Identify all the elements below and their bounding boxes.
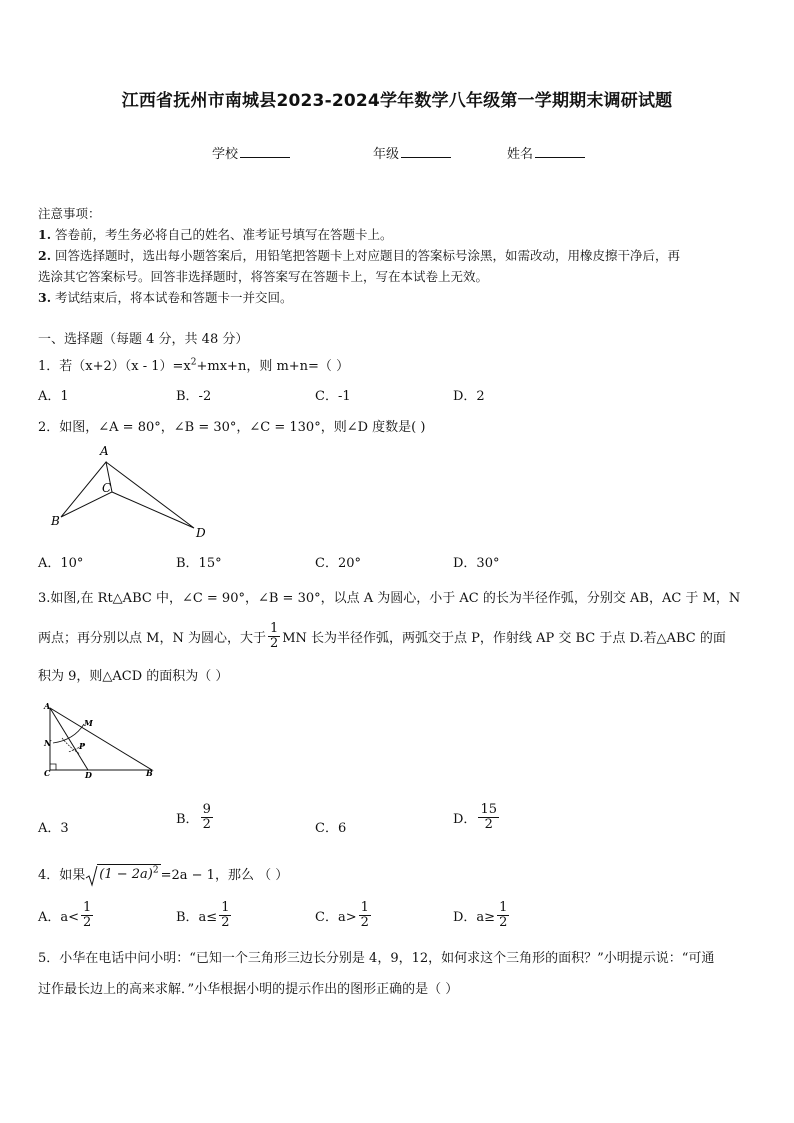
grade-field[interactable]	[373, 143, 451, 162]
name-field[interactable]	[507, 143, 585, 162]
note-item-3	[38, 288, 293, 306]
q4-option-d[interactable]	[453, 901, 511, 931]
sqrt-sign-icon	[85, 865, 98, 887]
q3-option-b[interactable]	[176, 803, 215, 833]
q2-option-c[interactable]: C．20°	[315, 556, 361, 571]
q4-option-c-text: C．a>	[315, 910, 357, 926]
grade-blank[interactable]	[401, 144, 451, 158]
q3-label-b: B	[146, 768, 153, 778]
q3-label-c: C	[44, 768, 51, 778]
note-number: 2.	[38, 248, 52, 263]
frac-num: 1	[221, 900, 230, 915]
q3-option-d[interactable]	[453, 803, 501, 833]
q4-option-b-fraction	[219, 901, 231, 931]
q3-frac-den: 2	[269, 636, 279, 652]
q4-option-b-text: B．a≤	[176, 910, 218, 926]
page-title: 江西省抚州市南城县2023-2024学年数学八年级第一学期期末调研试题	[121, 91, 673, 111]
frac-num: 1	[83, 900, 92, 915]
q2-label-d: D	[196, 526, 206, 540]
frac-num: 15	[480, 802, 497, 817]
q4-sqrt-body: (1 − 2a)	[99, 866, 153, 882]
q3-triangle	[50, 708, 152, 770]
q3-option-b-fraction	[201, 803, 213, 833]
q2-figure	[44, 440, 214, 542]
note-text: 答卷前，考生务必将自己的姓名、准考证号填写在答题卡上。	[55, 227, 393, 242]
question-3-line-2	[38, 622, 726, 652]
frac-den: 2	[484, 817, 493, 833]
q3-ray-ap	[50, 708, 88, 770]
q4-sqrt-exponent: 2	[152, 865, 159, 876]
q2-label-b: B	[51, 514, 60, 528]
frac-den: 2	[499, 915, 508, 931]
question-4-stem	[38, 864, 288, 883]
name-label: 姓名	[507, 147, 534, 162]
question-5-line-2: 过作最长边上的高来求解．”小华根据小明的提示作出的图形正确的是（ ）	[38, 982, 459, 997]
notes-heading: 注意事项：	[38, 206, 101, 221]
q3-frac-num: 1	[269, 621, 279, 636]
q1-stem-part: 1．若（x+2）（x - 1）=x	[38, 359, 191, 374]
q4-option-d-text: D．a≥	[453, 910, 496, 926]
q1-exponent: 2	[190, 357, 197, 368]
frac-den: 2	[202, 817, 211, 833]
q3-option-d-prefix: D．	[453, 812, 477, 828]
frac-den: 2	[83, 915, 92, 931]
q2-option-d[interactable]: D．30°	[453, 556, 500, 571]
q1-option-b[interactable]: B．-2	[176, 389, 212, 404]
frac-num: 9	[202, 802, 211, 817]
q2-option-a[interactable]: A．10°	[38, 556, 84, 571]
q1-option-c[interactable]: C．-1	[315, 389, 351, 404]
question-5-line-1: 5．小华在电话中问小明：“已知一个三角形三边长分别是 4，9，12，如何求这个三角形的面积？”小明提示说：“可通	[38, 951, 715, 966]
question-1-stem	[38, 355, 349, 374]
note-item-1	[38, 225, 393, 243]
school-label: 学校	[212, 147, 239, 162]
q3-option-c[interactable]: C．6	[315, 821, 347, 836]
q3-label-p: P	[79, 741, 86, 751]
note-text: 考试结束后，将本试卷和答题卡一并交回。	[55, 290, 293, 305]
frac-den: 2	[360, 915, 369, 931]
frac-num: 1	[360, 900, 369, 915]
q4-option-b[interactable]	[176, 901, 233, 931]
note-number: 3.	[38, 290, 52, 305]
q3-right-angle-mark	[50, 764, 56, 770]
q3-label-a: A	[44, 701, 51, 711]
grade-label: 年级	[373, 147, 400, 162]
q2-label-c: C	[102, 481, 112, 495]
q1-option-a[interactable]: A．1	[38, 389, 69, 404]
q3-option-b-prefix: B．	[176, 812, 199, 828]
note-item-2-cont: 选涂其它答案标号。回答非选择题时，将答案写在答题卡上，写在本试卷上无效。	[38, 269, 489, 284]
frac-num: 1	[499, 900, 508, 915]
name-blank[interactable]	[535, 144, 585, 158]
q4-sqrt	[85, 865, 160, 881]
q4-option-c[interactable]	[315, 901, 373, 931]
q2-figure-lines-right	[106, 462, 194, 528]
question-3-line-3: 积为 9，则△ACD 的面积为（ ）	[38, 669, 229, 684]
q3-label-m: M	[84, 718, 93, 728]
q1-stem-part: +mx+n，则 m+n=（ ）	[196, 359, 350, 374]
section-heading: 一、选择题（每题 4 分，共 48 分）	[38, 332, 249, 347]
q3-label-d: D	[85, 770, 92, 780]
q3-label-n: N	[44, 738, 52, 748]
q2-label-a: A	[100, 444, 109, 458]
q4-option-a-fraction	[81, 901, 93, 931]
q2-option-b[interactable]: B．15°	[176, 556, 222, 571]
q4-option-c-fraction	[359, 901, 371, 931]
q4-stem-suffix: =2a − 1，那么 （ ）	[160, 868, 289, 883]
question-2-stem: 2．如图，∠A = 80°，∠B = 30°，∠C = 130°，则∠D 度数是( )	[38, 420, 426, 435]
q3-option-a[interactable]: A．3	[38, 821, 69, 836]
school-blank[interactable]	[240, 144, 290, 158]
q3-fraction	[268, 622, 280, 652]
question-3-line-1: 3.如图,在 Rt△ABC 中，∠C = 90°，∠B = 30°，以点 A 为圆心，小于 AC 的长为半径作弧，分别交 AB，AC 于 M，N	[38, 591, 741, 606]
q3-option-d-fraction	[478, 803, 499, 833]
q3-line2-part: MN 长为半径作弧，两弧交于点 P，作射线 AP 交 BC 于点 D.若△ABC 的面	[282, 631, 726, 647]
q4-stem-prefix: 4．如果	[38, 868, 86, 883]
q1-option-d[interactable]: D．2	[453, 389, 485, 404]
q3-figure	[40, 700, 160, 782]
note-item-2	[38, 246, 680, 264]
school-field[interactable]	[212, 143, 290, 162]
note-text: 回答选择题时，选出每小题答案后，用铅笔把答题卡上对应题目的答案标号涂黑，如需改动，用橡皮擦干净后，再	[55, 248, 681, 263]
q4-option-d-fraction	[497, 901, 509, 931]
frac-den: 2	[221, 915, 230, 931]
q3-line2-part: 两点；再分别以点 M，N 为圆心，大于	[38, 631, 266, 647]
q4-option-a-text: A．a<	[38, 910, 80, 926]
note-number: 1.	[38, 227, 52, 242]
q4-option-a[interactable]	[38, 901, 95, 931]
